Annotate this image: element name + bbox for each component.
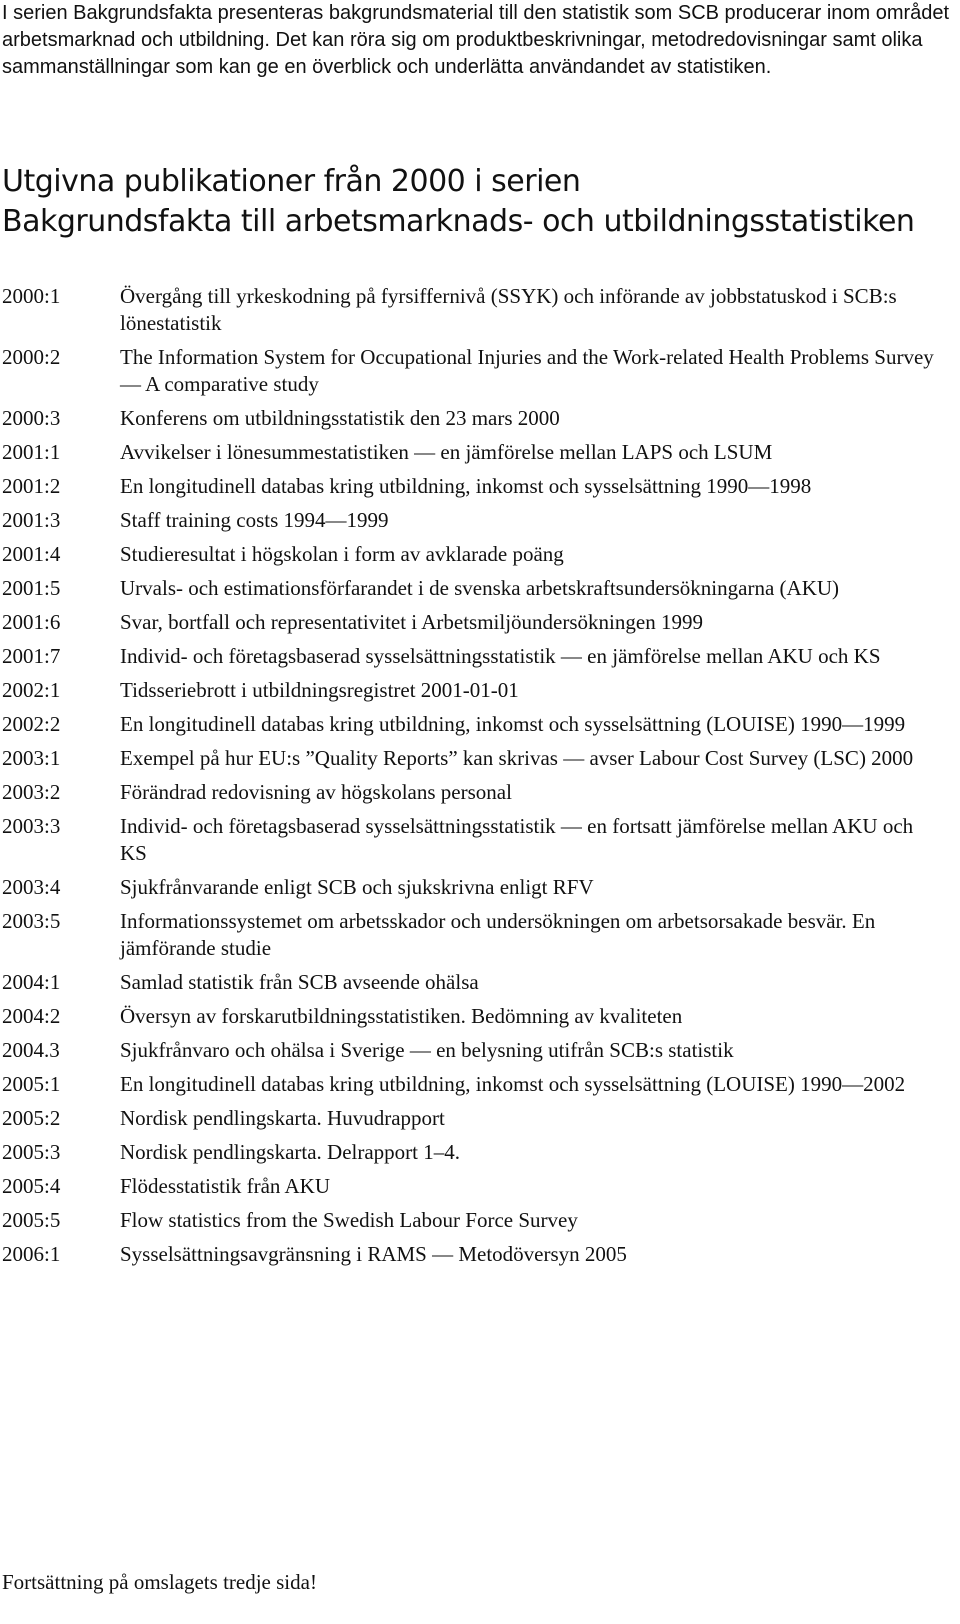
- publication-code: 2002:2: [2, 712, 61, 736]
- publication-item: [0, 677, 955, 704]
- publication-title: En longitudinell databas kring utbildning, inkomst och sysselsättning (LOUISE) 1990—1999: [120, 712, 906, 736]
- publication-code: 2000:2: [2, 345, 61, 369]
- publication-code: 2000:3: [2, 406, 61, 430]
- publication-item: [0, 779, 955, 806]
- footer-note: Fortsättning på omslagets tredje sida!: [2, 1570, 317, 1594]
- publication-title: Förändrad redovisning av högskolans personal: [120, 780, 512, 804]
- publication-item: [0, 344, 955, 398]
- publication-item: [0, 1105, 955, 1132]
- publication-code: 2003:3: [2, 814, 61, 838]
- publication-code: 2005:2: [2, 1106, 61, 1130]
- publication-item: [0, 473, 955, 500]
- page-title-line-2: Bakgrundsfakta till arbetsmarknads- och utbildningsstatistiken: [2, 204, 915, 239]
- publication-title: The Information System for Occupational Injuries and the Work-related Health Problems Survey — A comparative study: [120, 345, 934, 396]
- publication-title: Informationssystemet om arbetsskador och undersökningen om arbetsorsakade besvär. En jämförande studie: [120, 909, 876, 960]
- publication-title: Översyn av forskarutbildningsstatistiken. Bedömning av kvaliteten: [120, 1004, 683, 1028]
- publication-title: Svar, bortfall och representativitet i Arbetsmiljöundersökningen 1999: [120, 610, 703, 634]
- publication-code: 2001:7: [2, 644, 61, 668]
- publication-title: Exempel på hur EU:s ”Quality Reports” kan skrivas — avser Labour Cost Survey (LSC) 2000: [120, 746, 914, 770]
- publication-code: 2004:2: [2, 1004, 61, 1028]
- publication-item: [0, 643, 955, 670]
- publication-item: [0, 541, 955, 568]
- publication-title: Tidsseriebrott i utbildningsregistret 2001-01-01: [120, 678, 519, 702]
- publication-title: Urvals- och estimationsförfarandet i de svenska arbetskraftsundersökningarna (AKU): [120, 576, 840, 600]
- publication-item: [0, 1003, 955, 1030]
- publication-title: Nordisk pendlingskarta. Delrapport 1–4.: [120, 1140, 461, 1164]
- publication-title: Sjukfrånvarande enligt SCB och sjukskrivna enligt RFV: [120, 875, 594, 899]
- publication-item: [0, 813, 955, 867]
- publication-item: [0, 575, 955, 602]
- publication-item: [0, 874, 955, 901]
- publication-code: 2002:1: [2, 678, 61, 702]
- publication-title: Sysselsättningsavgränsning i RAMS — Metodöversyn 2005: [120, 1242, 627, 1266]
- publication-item: [0, 745, 955, 772]
- publication-item: [0, 439, 955, 466]
- publication-item: [0, 507, 955, 534]
- publication-title: Övergång till yrkeskodning på fyrsiffernivå (SSYK) och införande av jobbstatuskod i SCB:s lönestatistik: [120, 284, 897, 335]
- publication-title: En longitudinell databas kring utbildning, inkomst och sysselsättning (LOUISE) 1990—2002: [120, 1072, 906, 1096]
- publication-code: 2005:1: [2, 1072, 61, 1096]
- publication-code: 2001:5: [2, 576, 61, 600]
- publication-title: Flödesstatistik från AKU: [120, 1174, 330, 1198]
- intro-paragraph: I serien Bakgrundsfakta presenteras bakgrundsmaterial till den statistik som SCB producerar inom området arbetsmarknad och utbildning. Det kan röra sig om produktbeskrivningar, metodredovisningar samt olika sammanställningar som kan ge en överblick och underlätta användandet av statistiken.: [2, 2, 950, 78]
- publication-code: 2003:1: [2, 746, 61, 770]
- publication-title: Avvikelser i lönesummestatistiken — en jämförelse mellan LAPS och LSUM: [120, 440, 773, 464]
- publication-title: Sjukfrånvaro och ohälsa i Sverige — en belysning utifrån SCB:s statistik: [120, 1038, 734, 1062]
- publication-title: Individ- och företagsbaserad sysselsättningsstatistik — en fortsatt jämförelse mellan AKU och KS: [120, 814, 914, 865]
- publication-code: 2001:3: [2, 508, 61, 532]
- publication-title: Flow statistics from the Swedish Labour Force Survey: [120, 1208, 578, 1232]
- publication-item: [0, 1207, 955, 1234]
- publication-code: 2001:1: [2, 440, 61, 464]
- publication-code: 2001:6: [2, 610, 61, 634]
- publication-code: 2005:4: [2, 1174, 61, 1198]
- publication-item: [0, 1037, 955, 1064]
- publication-code: 2005:5: [2, 1208, 61, 1232]
- publication-item: [0, 969, 955, 996]
- publication-title: Konferens om utbildningsstatistik den 23 mars 2000: [120, 406, 560, 430]
- publication-list: [0, 283, 955, 1275]
- publication-code: 2003:4: [2, 875, 61, 899]
- publication-code: 2003:5: [2, 909, 61, 933]
- publication-item: [0, 1241, 955, 1268]
- publication-item: [0, 1071, 955, 1098]
- publication-item: [0, 1139, 955, 1166]
- page-title: [0, 162, 957, 242]
- publication-code: 2004.3: [2, 1038, 60, 1062]
- publication-item: [0, 405, 955, 432]
- publication-code: 2004:1: [2, 970, 61, 994]
- publication-item: [0, 283, 955, 337]
- publication-code: 2000:1: [2, 284, 61, 308]
- page-title-line-1: Utgivna publikationer från 2000 i serien: [2, 164, 581, 199]
- publication-title: Individ- och företagsbaserad sysselsättningsstatistik — en jämförelse mellan AKU och KS: [120, 644, 881, 668]
- publication-code: 2003:2: [2, 780, 61, 804]
- publication-item: [0, 908, 955, 962]
- publication-item: [0, 1173, 955, 1200]
- publication-code: 2001:2: [2, 474, 61, 498]
- publication-code: 2006:1: [2, 1242, 61, 1266]
- publication-item: [0, 711, 955, 738]
- publication-title: Staff training costs 1994—1999: [120, 508, 389, 532]
- publication-title: Samlad statistik från SCB avseende ohälsa: [120, 970, 479, 994]
- publication-title: En longitudinell databas kring utbildning, inkomst och sysselsättning 1990—1998: [120, 474, 812, 498]
- publication-title: Nordisk pendlingskarta. Huvudrapport: [120, 1106, 445, 1130]
- publication-code: 2005:3: [2, 1140, 61, 1164]
- publication-code: 2001:4: [2, 542, 61, 566]
- publication-item: [0, 609, 955, 636]
- publication-title: Studieresultat i högskolan i form av avklarade poäng: [120, 542, 564, 566]
